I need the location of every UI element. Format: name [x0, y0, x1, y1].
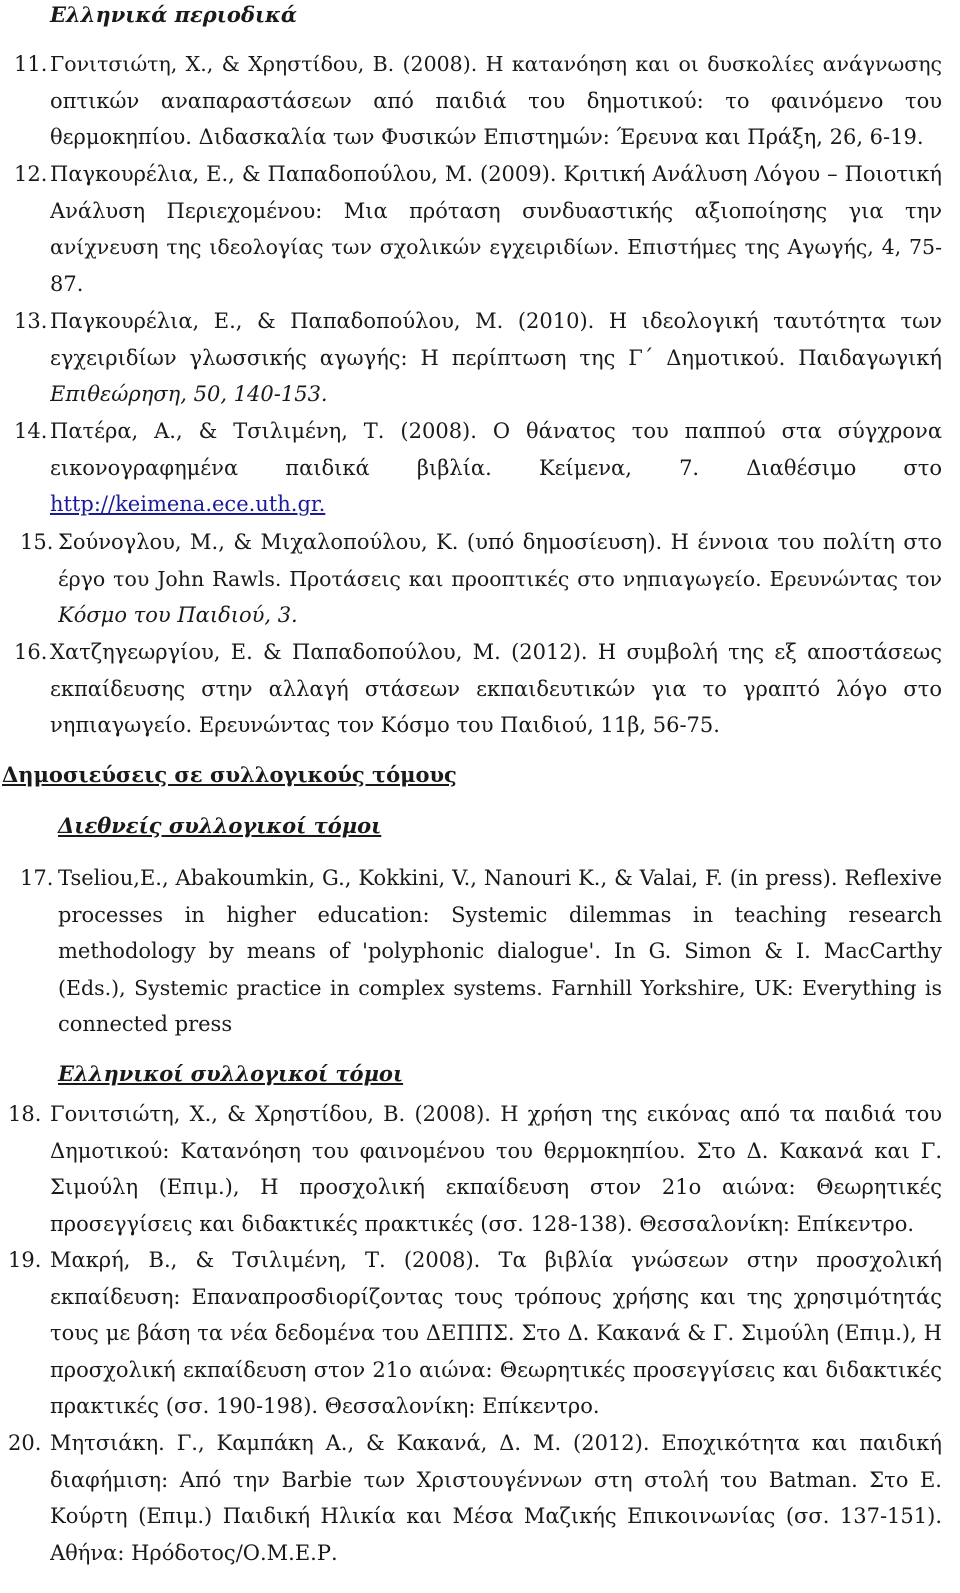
- reference-line: προσχολική εκπαίδευση στον 21ο αιώνα: Θεωρητικές προσεγγίσεις και διδακτικές: [50, 1357, 942, 1382]
- reference-line: Παγκουρέλια, Ε., & Παπαδοπούλου, Μ. (2010). Η ιδεολογική ταυτότητα των: [50, 309, 942, 333]
- reference-link[interactable]: http://keimena.ece.uth.gr.: [50, 492, 326, 517]
- reference-number: 18.: [8, 1102, 42, 1126]
- reference-line: Σούνογλου, Μ., & Μιχαλοπούλου, Κ. (υπό δημοσίευση). Η έννοια του πολίτη στο: [58, 530, 942, 554]
- reference-line: έργο του John Rawls. Προτάσεις και προοπτικές στο νηπιαγωγείο. Ερευνώντας τον: [58, 566, 942, 591]
- reference-line: Tseliou,E., Abakoumkin, G., Kokkini, V., Nanouri K., & Valai, F. (in press). Reflexive: [58, 866, 942, 890]
- reference-item: [8, 1425, 942, 1571]
- reference-item: [14, 46, 942, 156]
- reference-line: Παγκουρέλια, Ε., & Παπαδοπούλου, Μ. (2009). Κριτική Ανάλυση Λόγου – Ποιοτική: [50, 162, 942, 186]
- reference-line: τους με βάση τα νέα δεδομένα του ΔΕΠΠΣ. Στο Δ. Κακανά & Γ. Σιμούλη (Επιμ.), Η: [50, 1321, 942, 1346]
- reference-line: διαφήμιση: Από την Barbie των Χριστουγέννων στη στολή του Batman. Στο Ε.: [50, 1467, 942, 1492]
- reference-item: [14, 156, 942, 302]
- reference-line: Μακρή, Β., & Τσιλιμένη, Τ. (2008). Τα βιβλία γνώσεων στην προσχολική: [50, 1248, 942, 1272]
- reference-line: Κούρτη (Επιμ.) Παιδική Ηλικία και Μέσα Μαζικής Επικοινωνίας (σσ. 137-151).: [50, 1504, 942, 1529]
- reference-line: Δημοτικού: Κατανόηση του φαινομένου του θερμοκηπίου. Στο Δ. Κακανά και Γ.: [50, 1138, 942, 1163]
- reference-number: 15.: [20, 530, 54, 554]
- reference-number: 12.: [14, 162, 48, 186]
- reference-number: 14.: [14, 419, 48, 443]
- reference-number: 17.: [20, 866, 54, 890]
- reference-line: εγχειριδίων γλωσσικής αγωγής: Η περίπτωση της Γ΄ Δημοτικού. Παιδαγωγική: [50, 345, 942, 370]
- reference-line: οπτικών αναπαραστάσεων από παιδιά του δημοτικού: το φαινόμενο του: [50, 88, 942, 113]
- reference-line: εικονογραφημένα παιδικά βιβλία. Κείμενα, 7. Διαθέσιμο στο: [50, 455, 942, 480]
- reference-line: πρακτικές (σσ. 190-198). Θεσσαλονίκη: Επίκεντρο.: [50, 1394, 600, 1419]
- reference-item: [8, 1242, 942, 1425]
- reference-line: 87.: [50, 271, 84, 296]
- reference-number: 16.: [14, 640, 48, 664]
- reference-line: Γονιτσιώτη, Χ., & Χρηστίδου, Β. (2008). Η χρήση της εικόνας από τα παιδιά του: [50, 1102, 942, 1126]
- reference-line: θερμοκηπίου. Διδασκαλία των Φυσικών Επιστημών: Έρευνα και Πράξη, 26, 6-19.: [50, 125, 924, 150]
- reference-line: (Eds.), Systemic practice in complex systems. Farnhill Yorkshire, UK: Everything is: [58, 975, 942, 1000]
- reference-line: Χατζηγεωργίου, Ε. & Παπαδοπούλου, Μ. (2012). Η συμβολή της εξ αποστάσεως: [50, 640, 942, 664]
- section-heading-greek-volumes: Ελληνικοί συλλογικοί τόμοι: [58, 1061, 404, 1086]
- reference-number: 20.: [8, 1431, 42, 1455]
- section-heading-greek-journals: Ελληνικά περιοδικά: [50, 2, 298, 27]
- section-heading-collective-volumes: Δημοσιεύσεις σε συλλογικούς τόμους: [2, 762, 457, 787]
- reference-line: Κόσμο του Παιδιού, 3.: [58, 603, 298, 628]
- reference-number: 11.: [14, 52, 48, 76]
- reference-item: [20, 524, 942, 634]
- reference-line: Ανάλυση Περιεχομένου: Μια πρόταση συνδυαστικής αξιοποίησης για την: [50, 198, 942, 223]
- reference-line: Σιμούλη (Επιμ.), Η προσχολική εκπαίδευση στον 21ο αιώνα: Θεωρητικές: [50, 1175, 942, 1200]
- reference-number: 19.: [8, 1248, 42, 1272]
- reference-line: Γονιτσιώτη, Χ., & Χρηστίδου, Β. (2008). Η κατανόηση και οι δυσκολίες ανάγνωσης: [50, 52, 942, 76]
- reference-line: Μητσιάκη. Γ., Καμπάκη Α., & Κακανά, Δ. Μ. (2012). Εποχικότητα και παιδική: [50, 1431, 942, 1455]
- reference-item: [20, 860, 942, 1043]
- reference-line: Πατέρα, Α., & Τσιλιμένη, Τ. (2008). Ο θάνατος του παππού στα σύγχρονα: [50, 419, 942, 443]
- reference-line: εκπαίδευσης στην αλλαγή στάσεων εκπαιδευτικών για το γραπτό λόγο στο: [50, 676, 942, 701]
- reference-number: 13.: [14, 309, 48, 333]
- reference-item: [14, 413, 942, 523]
- reference-line: methodology by means of 'polyphonic dialogue'. In G. Simon & I. MacCarthy: [58, 939, 942, 964]
- reference-line: ανίχνευση της ιδεολογίας των σχολικών εγχειριδίων. Επιστήμες της Αγωγής, 4, 75-: [50, 235, 942, 260]
- reference-item: [14, 303, 942, 413]
- reference-line: Επιθεώρηση, 50, 140-153.: [50, 382, 328, 407]
- reference-line: processes in higher education: Systemic dilemmas in teaching research: [58, 902, 942, 927]
- reference-item: [8, 1096, 942, 1242]
- reference-line: Αθήνα: Ηρόδοτος/Ο.Μ.Ε.Ρ.: [50, 1540, 338, 1565]
- reference-line: νηπιαγωγείο. Ερευνώντας τον Κόσμο του Παιδιού, 11β, 56-75.: [50, 713, 720, 738]
- reference-line: connected press: [58, 1012, 233, 1037]
- reference-item: [14, 634, 942, 744]
- section-heading-intl-volumes: Διεθνείς συλλογικοί τόμοι: [58, 813, 382, 838]
- reference-line: προσεγγίσεις και διδακτικές πρακτικές (σσ. 128-138). Θεσσαλονίκη: Επίκεντρο.: [50, 1211, 915, 1236]
- reference-line: εκπαίδευση: Επαναπροσδιορίζοντας τους τρόπους χρήσης και της χρησιμότητάς: [50, 1284, 942, 1309]
